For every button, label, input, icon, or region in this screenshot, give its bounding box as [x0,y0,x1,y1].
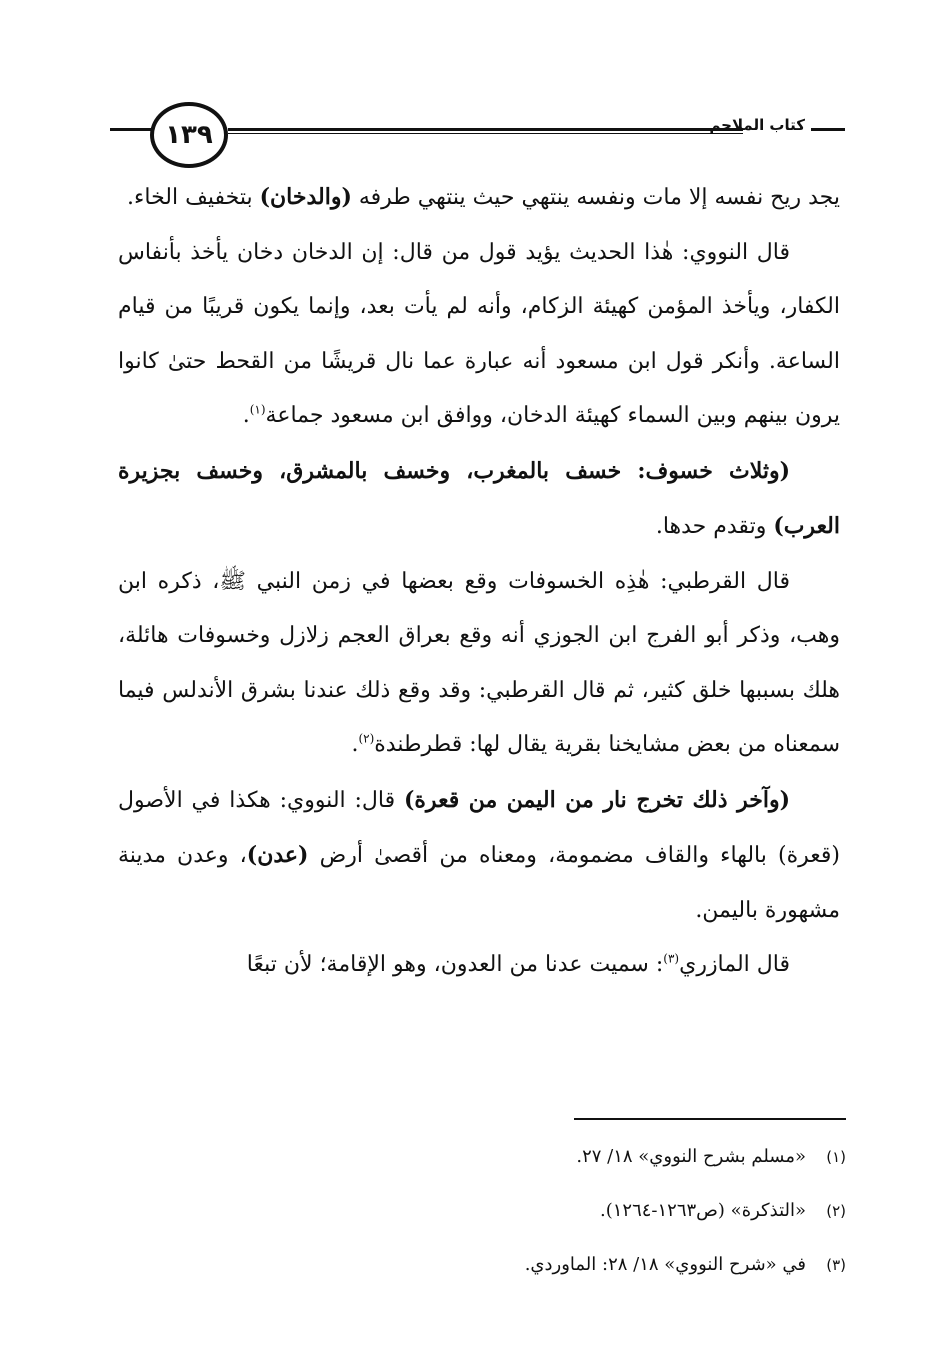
text-run: بتخفيف الخاء. [127,185,260,210]
footnote-text: «التذكرة» (ص١٢٦٣-١٢٦٤). [599,1200,806,1221]
text-run: ، وعدن مدينة مشهورة باليمن. [118,843,840,923]
text-run: قال: النووي: هكذا في الأصول (قعرة) بالهاء والقاف مضمومة، ومعناه من أقصىٰ أرض [118,787,840,868]
footnote-ref[interactable]: (٣) [663,951,680,966]
footnote-2 [146,1184,846,1238]
header-rule-right [811,128,845,131]
bold-term: (وآخر ذلك تخرج نار من اليمن من قعرة) [404,786,790,813]
page-number-badge [150,102,228,168]
header-rule-thin [228,133,743,134]
text-run: وتقدم حدها. [655,514,774,539]
text-run: قال القرطبي: هٰذِه الخسوفات وقع بعضها في زمن النبي ﷺ، ذكره ابن وهب، وذكر أبو الفرج ابن الجوزي أنه وقع بعراق العجم زلازل وخسوفات هائلة، هلك بسببها خلق كثير، ثم قال القرطبي: وقد وقع ذلك عندنا بشرق الأندلس فيما سمعناه من بعض مشايخنا بقرية يقال لها: قطرطندة [118,568,840,757]
text-run: يجد ريح نفسه إلا مات ونفسه ينتهي حيث ينتهي طرفه [351,185,840,210]
bold-term: (والدخان) [259,184,352,210]
footnote-ref[interactable]: (٢) [358,731,375,746]
bold-term: (عدن) [246,842,309,868]
paragraph-6 [118,938,840,993]
paragraph-3 [118,444,840,555]
text-run: قال النووي: هٰذا الحديث يؤيد قول من قال: إن الدخان دخان يأخذ بأنفاس الكفار، ويأخذ المؤمن كهيئة الزكام، وأنه لم يأت بعد، وإنما يكون قريبًا من قيام الساعة. وأنكر قول ابن مسعود أنه عبارة عما نال قريشًا من القحط حتىٰ كانوا يرون بينهم وبين السماء كهيئة الدخان، ووافق ابن مسعود جماعة [118,239,840,428]
paragraph-5 [118,773,840,939]
page-number: ١٣٩ [165,120,213,150]
footnote-3 [146,1238,846,1292]
footnote-number: (١) [826,1148,846,1166]
footnote-1 [146,1130,846,1184]
paragraph-4 [118,555,840,773]
main-text [118,170,840,993]
text-run: : سميت عدنا من العدون، وهو الإقامة؛ لأن تبعًا [246,952,664,977]
footnote-ref[interactable]: (١) [249,402,266,417]
footnotes [146,1130,846,1292]
page-header [110,98,845,168]
footnote-text: في «شرح النووي» ١٨/ ٢٨: الماوردي. [524,1254,806,1275]
header-rule [228,128,743,131]
text-run: . [242,403,250,428]
footnote-separator [574,1118,846,1120]
footnote-number: (٣) [826,1256,846,1274]
paragraph-1 [118,170,840,226]
footnote-text: «مسلم بشرح النووي» ١٨/ ٢٧. [576,1146,806,1167]
bold-term: (وثلاث خسوف: خسف بالمغرب، وخسف بالمشرق، وخسف بجزيرة العرب) [118,457,840,539]
text-run: قال المازري [679,952,790,977]
text-run: . [351,732,359,757]
running-title: كتاب الملاحم [709,116,805,134]
paragraph-2 [118,226,840,444]
footnote-number: (٢) [826,1202,846,1220]
